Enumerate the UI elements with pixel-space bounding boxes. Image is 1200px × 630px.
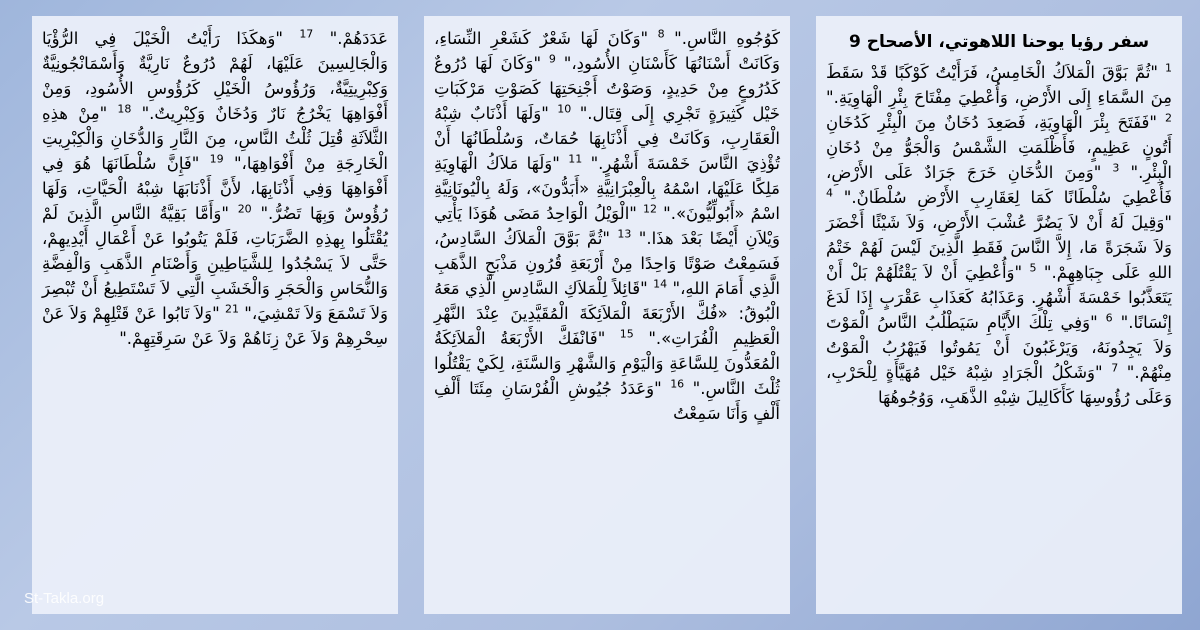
verse-number: 6 [1105,311,1113,325]
verse-text: "وَمِنَ الدُّخَانِ خَرَجَ جَرَادٌ عَلَى الأَرْضِ، فَأُعْطِيَ سُلْطَانًا كَمَا لِعَقَارِبِ الأَرْضِ سُلْطَانٌ." [826,163,1172,207]
verse [674,29,780,48]
verse-text: "قَائِلاً لِلْمَلاَكِ السَّادِسِ الَّذِي مَعَهُ الْبُوقُ: «فُكَّ الأَرْبَعَةَ الْمَلاَئِكَةَ الْمُقَيَّدِينَ عِنْدَ النَّهْرِ الْعَظِيمِ الْفُرَاتِ»." [434,279,780,348]
verse-text: "فَفَتَحَ بِئْرَ الْهَاوِيَةِ، فَصَعِدَ دُخَانٌ مِنَ الْبِئْرِ كَدُخَانِ أَتُونٍ عَظِيمٍ، فَأَظْلَمَتِ الشَّمْسُ وَالْجَوُّ مِنْ دُخَانِ الْبِئْرِ." [826,113,1172,182]
verse-number: 15 [619,327,634,341]
verse-text: "وَلَهَا مَلاَكُ الْهَاوِيَةِ مَلِكًا عَلَيْهَا، اسْمُهُ بِالْعِبْرَانِيَّةِ «أَبَدُّونَ»، وَلَهُ بِالْيُونَانِيَّةِ اسْمُ «أَبُولِّيُّونَ»." [434,154,781,223]
verse-text: عَدَدَهُمْ." [329,29,389,48]
verse-number: 12 [643,202,657,216]
verse-text: "ثُمَّ بَوَّقَ الْمَلاَكُ السَّادِسُ، فَسَمِعْتُ صَوْتًا وَاحِدًا مِنْ أَرْبَعَةِ قُرُونِ مَذْبَحِ الذَّهَبِ الَّذِي أَمَامَ اللهِ،" [434,229,781,298]
verse-text: "وَهكَذَا رَأَيْتُ الْخَيْلَ فِي الرُّؤْيَا وَالْجَالِسِينَ عَلَيْهَا، لَهُمْ دُرُوعٌ نَارِيَّةٌ وَأَسْمَانْجُونِيَّةٌ وَكِبْرِيتِيَّةٌ، وَرُؤُوسُ الْخَيْلِ كَرُؤُوسِ الأُسُودِ، وَمِنْ أَفْوَاهِهَا يَخْرُجُ نَارٌ وَدُخَانٌ وَكِبْرِيتٌ." [42,29,388,123]
verse-number: 11 [568,152,583,166]
verse-text: "وَفِي تِلْكَ الأَيَّامِ سَيَطْلُبُ النَّاسُ الْمَوْتَ وَلاَ يَجِدُونَهُ، وَيَرْغَبُونَ أَنْ يَمُوتُوا فَيَهْرُبُ الْمَوْتُ مِنْهُمْ." [826,313,1172,382]
verse [826,363,1172,407]
verse-text: "وَلاَ تَابُوا عَنْ قَتْلِهِمْ وَلاَ عَنْ سِحْرِهِمْ وَلاَ عَنْ زِنَاهُمْ وَلاَ عَنْ سَرِقَتِهِمْ." [42,304,388,348]
site-watermark: St-Takla.org [24,590,105,607]
verse-text: "وَشَكْلُ الْجَرَادِ شِبْهُ خَيْل مُهَيَّأَةٍ لِلْحَرْبِ، وَعَلَى رُؤُوسِهَا كَأَكَالِيلَ شِبْهِ الذَّهَبِ، وَوُجُوهُهَا [826,363,1172,407]
verse-number: 14 [653,277,668,291]
chapter-title: سفر رؤيا يوحنا اللاهوتي، الأصحاح 9 [848,32,1150,52]
verse-number: 3 [1112,161,1120,175]
text-column-middle [424,16,790,614]
verse-text: "وَأَمَّا بَقِيَّةُ النَّاسِ الَّذِينَ لَمْ يُقْتَلُوا بِهذِهِ الضَّرَبَاتِ، فَلَمْ يَتُوبُوا عَنْ أَعْمَالِ أَيْدِيهِمْ، حَتَّى لاَ يَسْجُدُوا لِلشَّيَاطِينِ وَأَصْنَامِ الذَّهَبِ وَالْفِضَّةِ وَالنُّحَاسِ وَالْحَجَرِ وَالْخَشَبِ الَّتِي لاَ تَسْتَطِيعُ أَنْ تُبْصِرَ وَلاَ تَسْمَعَ وَلاَ تَمْشِيَ،" [42,204,389,323]
verse-number: 19 [209,152,224,166]
verse-text: "وَأُعْطِيَ أَنْ لاَ يَقْتُلَهُمْ بَلْ أَنْ يَتَعَذَّبُوا خَمْسَةَ أَشْهُرٍ. وَعَذَابُهُ كَعَذَابِ عَقْرَبٍ إِذَا لَدَغَ إِنْسَانًا." [826,263,1172,332]
text-column-left [32,16,398,614]
verse-text: "مِنْ هذِهِ الثَّلاَثَةِ قُتِلَ ثُلْثُ النَّاسِ، مِنَ النَّارِ وَالدُّخَانِ وَالْكِبْرِيتِ الْخَارِجَةِ مِنْ أَفْوَاهِهَا،" [42,104,389,173]
verse-text: "وَلَهَا أَذْنَابٌ شِبْهُ الْعَقَارِبِ، وَكَانَتْ فِي أَذْنَابِهَا حُمَاتٌ، وَسُلْطَانُهَا أَنْ تُؤْذِيَ النَّاسَ خَمْسَةَ أَشْهُرٍ." [434,104,780,173]
verse-text: "ثُمَّ بَوَّقَ الْمَلاَكُ الْخَامِسُ، فَرَأَيْتُ كَوْكَبًا قَدْ سَقَطَ مِنَ السَّمَاءِ إِلَى الأَرْضِ، وَأُعْطِيَ مِفْتَاحَ بِئْرِ الْهَاوِيَةِ." [826,63,1172,107]
verse-block [826,60,1172,410]
verse [826,63,1172,107]
verse-text: "وَعَدَدُ جُيُوشِ الْفُرْسَانِ مِئَتَا أَلْفِ أَلْفٍ وَأَنَا سَمِعْتُ [434,379,780,423]
verse-number: 9 [548,52,556,66]
verse-text: "فَإِنَّ سُلْطَانَهَا هُوَ فِي أَفْوَاهِهَا وَفِي أَذْنَابِهَا، لأَنَّ أَذْنَابَهَا شِبْهُ الْحَيَّاتِ، وَلَهَا رُؤُوسٌ وَبِهَا تَضُرُّ." [42,154,388,223]
verse-number: 7 [1111,361,1119,375]
verse-number: 18 [117,102,132,116]
verse-number: 2 [1165,111,1172,125]
verse [330,29,388,48]
verse-number: 5 [1029,261,1037,275]
verse-number: 13 [617,227,632,241]
verse-number: 1 [1165,61,1172,75]
verse-text: "وَكَانَ لَهَا دُرُوعٌ كَدُرُوعٍ مِنْ حَدِيدٍ، وَصَوْتُ أَجْنِحَتِهَا كَصَوْتِ مَرْكَبَاتِ خَيْل كَثِيرَةٍ تَجْرِي إِلَى قِتَال." [434,54,781,123]
verse-number: 8 [657,27,665,41]
verse-number: 16 [670,377,685,391]
verse-number: 10 [557,102,572,116]
verse-text: "وَقِيلَ لَهُ أَنْ لاَ يَضُرَّ عُشْبَ الأَرْضِ، وَلاَ شَيْئًا أَخْضَرَ وَلاَ شَجَرَةً مَا، إِلاَّ النَّاسَ فَقَطِ الَّذِينَ لَيْسَ لَهُمْ خَتْمُ اللهِ عَلَى جِبَاهِهِمْ." [826,213,1173,282]
verse-block [434,26,780,426]
verse-number: 21 [225,302,240,316]
verse-number: 20 [237,202,252,216]
verse [826,163,1172,207]
verse-text: "وَكَانَ لَهَا شَعْرٌ كَشَعْرِ النِّسَاءِ، وَكَانَتْ أَسْنَانُهَا كَأَسْنَانِ الأُسُودِ،" [434,29,780,73]
verse-number: 4 [826,186,833,200]
verse-block [42,26,388,351]
verse-text: "فَانْفَكَّ الأَرْبَعَةُ الْمَلاَئِكَةُ الْمُعَدُّونَ لِلسَّاعَةِ وَالْيَوْمِ وَالشَّهْرِ وَالسَّنَةِ، لِكَيْ يَقْتُلُوا ثُلْثَ النَّاسِ." [434,329,780,398]
text-column-right [816,16,1182,614]
verse-text: كَوُجُوهِ النَّاسِ." [674,29,780,48]
verse-number: 17 [299,27,314,41]
verse-text: "الْوَيْلُ الْوَاحِدُ مَضَى هُوَذَا يَأْتِي وَيْلاَنِ أَيْضًا بَعْدَ هذَا." [434,204,780,248]
